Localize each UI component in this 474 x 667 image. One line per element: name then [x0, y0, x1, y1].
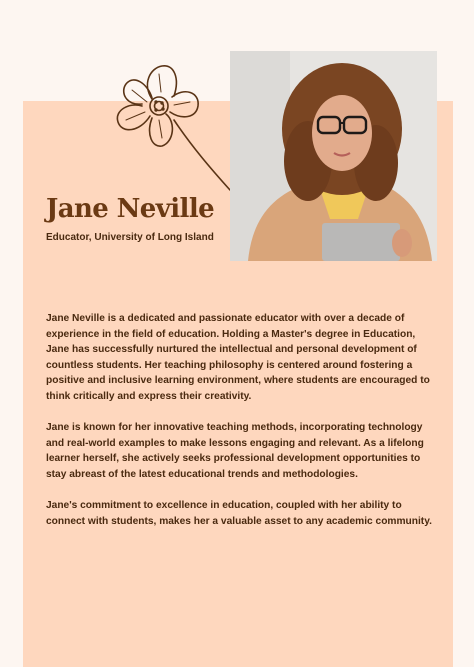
flower-icon [112, 62, 236, 194]
portrait-photo [230, 51, 437, 261]
bio-paragraph: Jane's commitment to excellence in education, coupled with her ability to connect with students, makes her a valuable asset to any academic community. [46, 500, 432, 527]
biography [46, 311, 436, 545]
person-role: Educator, University of Long Island [46, 232, 214, 243]
bio-paragraph: Jane is known for her innovative teaching methods, incorporating technology and real-world examples to make lessons engaging and relevant. As a lifelong learner herself, she actively seeks professional development opportunities to stay abreast of the latest educational trends and methodologies. [46, 422, 424, 480]
bio-paragraph: Jane Neville is a dedicated and passionate educator with over a decade of experience in the field of education. Holding a Master's degree in Education, Jane has successfully nurtured the intellectual and personal development of countless students. Her teaching philosophy is centered around fostering a positive and inclusive learning environment, where students are encouraged to think critically and express their creativity. [46, 313, 430, 402]
person-name: Jane Neville [46, 194, 215, 224]
